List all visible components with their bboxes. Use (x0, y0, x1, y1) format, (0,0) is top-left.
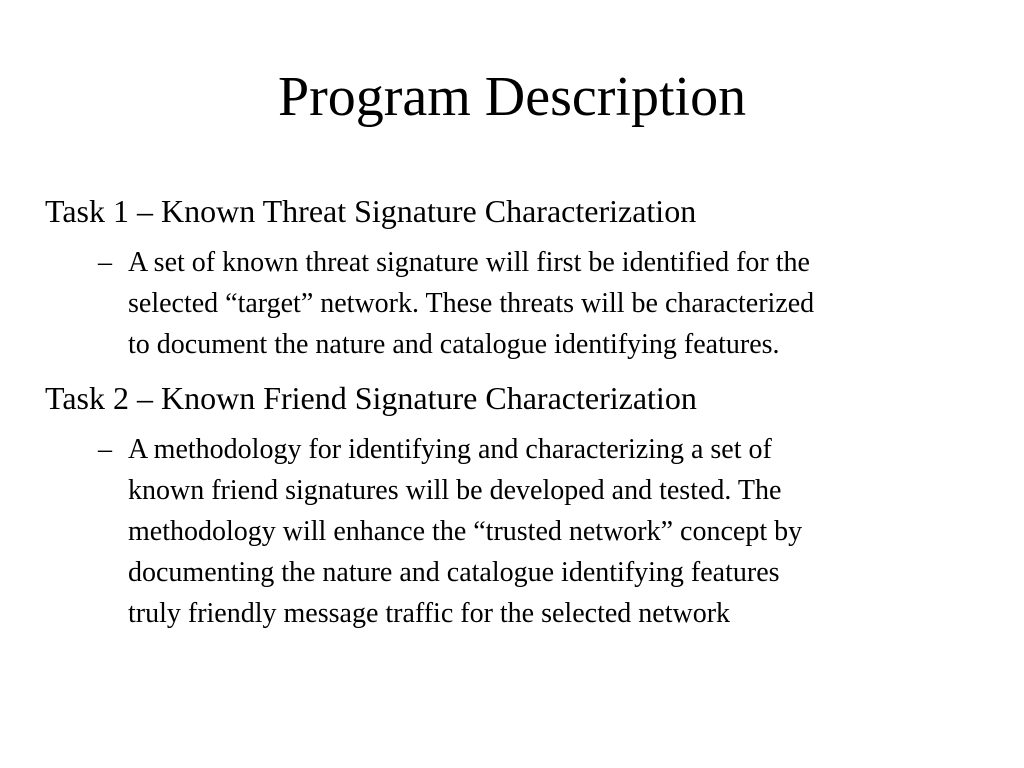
slide-title: Program Description (277, 66, 747, 128)
task-1-heading: Task 1 – Known Threat Signature Characterization (45, 193, 697, 229)
description-line: known friend signatures will be developed and tested. The (128, 475, 782, 506)
description-line: selected “target” network. These threats will be characterized (128, 288, 815, 319)
task-2-description (98, 429, 978, 634)
task-2-heading: Task 2 – Known Friend Signature Characterization (45, 380, 697, 416)
description-line: truly friendly message traffic for the selected network (128, 598, 731, 629)
description-line: A set of known threat signature will first be identified for the (128, 247, 810, 278)
description-line: A methodology for identifying and characterizing a set of (128, 434, 772, 465)
dash-bullet: – (98, 434, 112, 465)
description-line: documenting the nature and catalogue identifying features (128, 557, 780, 588)
description-line: methodology will enhance the “trusted network” concept by (128, 516, 803, 547)
dash-bullet: – (98, 247, 112, 278)
task-1-description (98, 242, 978, 365)
task-2-description-text (128, 429, 978, 634)
description-line: to document the nature and catalogue identifying features. (128, 329, 780, 360)
task-1-description-text (128, 242, 978, 365)
